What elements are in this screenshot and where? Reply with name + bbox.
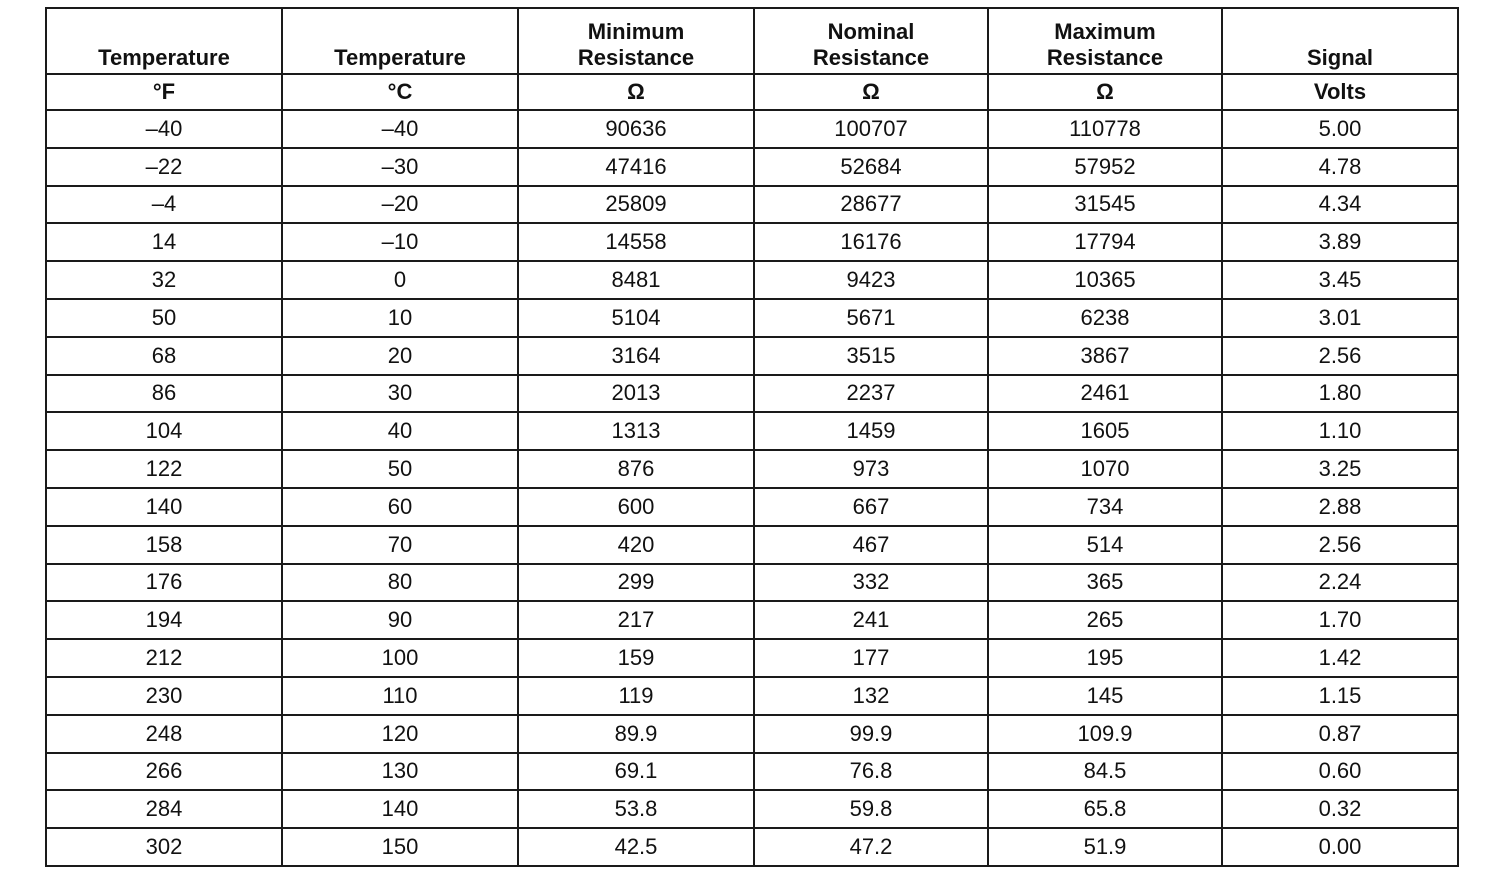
cell-temperature-c: 60 (282, 488, 518, 526)
cell-signal-volts: 0.87 (1222, 715, 1458, 753)
cell-min-resistance: 47416 (518, 148, 754, 186)
column-header-label: Resistance (812, 45, 930, 70)
cell-min-resistance: 3164 (518, 337, 754, 375)
table-row (46, 110, 1458, 148)
column-header-label: Minimum (587, 19, 685, 44)
cell-temperature-f: 50 (46, 299, 282, 337)
column-header-temperature-c (282, 8, 518, 74)
cell-nominal-resistance: 177 (754, 639, 988, 677)
cell-signal-volts: 2.56 (1222, 526, 1458, 564)
cell-temperature-f: 14 (46, 223, 282, 261)
column-unit-temperature-f: °F (46, 74, 282, 110)
cell-temperature-c: 30 (282, 375, 518, 413)
cell-max-resistance: 265 (988, 601, 1222, 639)
cell-min-resistance: 14558 (518, 223, 754, 261)
column-header-label: Temperature (98, 45, 230, 70)
sensor-resistance-table (45, 7, 1459, 867)
table-row (46, 488, 1458, 526)
cell-nominal-resistance: 28677 (754, 186, 988, 224)
column-header-label: Nominal (827, 19, 915, 44)
cell-min-resistance: 159 (518, 639, 754, 677)
cell-max-resistance: 6238 (988, 299, 1222, 337)
cell-signal-volts: 1.10 (1222, 412, 1458, 450)
cell-nominal-resistance: 973 (754, 450, 988, 488)
table-body (46, 110, 1458, 866)
table-row (46, 337, 1458, 375)
cell-signal-volts: 1.80 (1222, 375, 1458, 413)
cell-temperature-c: 150 (282, 828, 518, 866)
cell-max-resistance: 1605 (988, 412, 1222, 450)
cell-temperature-c: 80 (282, 564, 518, 602)
cell-nominal-resistance: 1459 (754, 412, 988, 450)
cell-max-resistance: 145 (988, 677, 1222, 715)
column-unit-temperature-c: °C (282, 74, 518, 110)
column-header-label: Signal (1306, 45, 1373, 70)
cell-nominal-resistance: 241 (754, 601, 988, 639)
cell-max-resistance: 734 (988, 488, 1222, 526)
cell-signal-volts: 2.88 (1222, 488, 1458, 526)
cell-max-resistance: 1070 (988, 450, 1222, 488)
cell-nominal-resistance: 52684 (754, 148, 988, 186)
column-unit-signal-volts: Volts (1222, 74, 1458, 110)
cell-temperature-f: 158 (46, 526, 282, 564)
cell-signal-volts: 1.15 (1222, 677, 1458, 715)
cell-temperature-c: 100 (282, 639, 518, 677)
cell-temperature-f: –40 (46, 110, 282, 148)
cell-min-resistance: 42.5 (518, 828, 754, 866)
cell-signal-volts: 0.60 (1222, 753, 1458, 791)
cell-temperature-f: 212 (46, 639, 282, 677)
column-header-nominal-resistance (754, 8, 988, 74)
cell-temperature-c: 110 (282, 677, 518, 715)
cell-temperature-f: 230 (46, 677, 282, 715)
column-header-label: Resistance (1046, 45, 1164, 70)
cell-min-resistance: 217 (518, 601, 754, 639)
table-row (46, 677, 1458, 715)
cell-temperature-c: 40 (282, 412, 518, 450)
cell-temperature-f: 284 (46, 790, 282, 828)
cell-temperature-c: 90 (282, 601, 518, 639)
cell-nominal-resistance: 667 (754, 488, 988, 526)
cell-temperature-f: 32 (46, 261, 282, 299)
table-row (46, 526, 1458, 564)
cell-max-resistance: 51.9 (988, 828, 1222, 866)
column-unit-nominal-resistance: Ω (754, 74, 988, 110)
cell-temperature-f: 176 (46, 564, 282, 602)
cell-max-resistance: 57952 (988, 148, 1222, 186)
cell-temperature-c: 140 (282, 790, 518, 828)
table-row (46, 715, 1458, 753)
cell-max-resistance: 365 (988, 564, 1222, 602)
cell-nominal-resistance: 467 (754, 526, 988, 564)
header-units-row (46, 74, 1458, 110)
cell-temperature-c: 130 (282, 753, 518, 791)
cell-nominal-resistance: 9423 (754, 261, 988, 299)
cell-min-resistance: 1313 (518, 412, 754, 450)
cell-max-resistance: 17794 (988, 223, 1222, 261)
cell-temperature-c: 120 (282, 715, 518, 753)
cell-temperature-c: –20 (282, 186, 518, 224)
cell-min-resistance: 89.9 (518, 715, 754, 753)
cell-min-resistance: 90636 (518, 110, 754, 148)
table-row (46, 412, 1458, 450)
cell-max-resistance: 65.8 (988, 790, 1222, 828)
cell-nominal-resistance: 2237 (754, 375, 988, 413)
cell-min-resistance: 8481 (518, 261, 754, 299)
cell-signal-volts: 2.24 (1222, 564, 1458, 602)
cell-temperature-c: 0 (282, 261, 518, 299)
table-row (46, 186, 1458, 224)
cell-temperature-f: 86 (46, 375, 282, 413)
cell-temperature-f: 194 (46, 601, 282, 639)
table-header (46, 8, 1458, 110)
cell-temperature-f: 302 (46, 828, 282, 866)
cell-signal-volts: 1.70 (1222, 601, 1458, 639)
header-names-row (46, 8, 1458, 74)
cell-nominal-resistance: 332 (754, 564, 988, 602)
cell-nominal-resistance: 16176 (754, 223, 988, 261)
cell-nominal-resistance: 5671 (754, 299, 988, 337)
table-row (46, 261, 1458, 299)
cell-temperature-f: –4 (46, 186, 282, 224)
column-header-min-resistance (518, 8, 754, 74)
cell-min-resistance: 600 (518, 488, 754, 526)
cell-max-resistance: 10365 (988, 261, 1222, 299)
cell-temperature-c: 20 (282, 337, 518, 375)
table-row (46, 223, 1458, 261)
cell-nominal-resistance: 59.8 (754, 790, 988, 828)
cell-min-resistance: 5104 (518, 299, 754, 337)
column-header-label: Maximum (1054, 19, 1156, 44)
cell-temperature-f: 266 (46, 753, 282, 791)
cell-nominal-resistance: 47.2 (754, 828, 988, 866)
cell-max-resistance: 514 (988, 526, 1222, 564)
cell-signal-volts: 1.42 (1222, 639, 1458, 677)
cell-signal-volts: 3.45 (1222, 261, 1458, 299)
column-unit-max-resistance: Ω (988, 74, 1222, 110)
cell-temperature-c: –40 (282, 110, 518, 148)
cell-max-resistance: 195 (988, 639, 1222, 677)
cell-signal-volts: 0.32 (1222, 790, 1458, 828)
table-row (46, 790, 1458, 828)
table-row (46, 601, 1458, 639)
cell-signal-volts: 3.89 (1222, 223, 1458, 261)
cell-temperature-c: –30 (282, 148, 518, 186)
cell-temperature-c: 70 (282, 526, 518, 564)
cell-temperature-f: 68 (46, 337, 282, 375)
cell-max-resistance: 31545 (988, 186, 1222, 224)
column-header-max-resistance (988, 8, 1222, 74)
cell-temperature-c: 50 (282, 450, 518, 488)
cell-nominal-resistance: 3515 (754, 337, 988, 375)
table-row (46, 639, 1458, 677)
cell-temperature-f: 104 (46, 412, 282, 450)
table-row (46, 148, 1458, 186)
cell-signal-volts: 4.34 (1222, 186, 1458, 224)
cell-max-resistance: 2461 (988, 375, 1222, 413)
cell-temperature-f: 248 (46, 715, 282, 753)
cell-signal-volts: 5.00 (1222, 110, 1458, 148)
cell-nominal-resistance: 99.9 (754, 715, 988, 753)
cell-temperature-c: 10 (282, 299, 518, 337)
cell-min-resistance: 2013 (518, 375, 754, 413)
cell-max-resistance: 84.5 (988, 753, 1222, 791)
cell-signal-volts: 4.78 (1222, 148, 1458, 186)
cell-temperature-f: 122 (46, 450, 282, 488)
cell-min-resistance: 420 (518, 526, 754, 564)
cell-min-resistance: 299 (518, 564, 754, 602)
cell-max-resistance: 110778 (988, 110, 1222, 148)
cell-min-resistance: 119 (518, 677, 754, 715)
table-row (46, 450, 1458, 488)
table-row (46, 564, 1458, 602)
cell-signal-volts: 3.25 (1222, 450, 1458, 488)
cell-min-resistance: 25809 (518, 186, 754, 224)
column-header-signal-volts (1222, 8, 1458, 74)
cell-signal-volts: 3.01 (1222, 299, 1458, 337)
cell-temperature-f: –22 (46, 148, 282, 186)
cell-min-resistance: 876 (518, 450, 754, 488)
cell-max-resistance: 109.9 (988, 715, 1222, 753)
cell-signal-volts: 0.00 (1222, 828, 1458, 866)
cell-min-resistance: 69.1 (518, 753, 754, 791)
table-row (46, 299, 1458, 337)
cell-min-resistance: 53.8 (518, 790, 754, 828)
table-row (46, 375, 1458, 413)
cell-temperature-f: 140 (46, 488, 282, 526)
cell-nominal-resistance: 76.8 (754, 753, 988, 791)
table-row (46, 753, 1458, 791)
cell-temperature-c: –10 (282, 223, 518, 261)
cell-nominal-resistance: 100707 (754, 110, 988, 148)
table-row (46, 828, 1458, 866)
cell-signal-volts: 2.56 (1222, 337, 1458, 375)
cell-nominal-resistance: 132 (754, 677, 988, 715)
column-unit-min-resistance: Ω (518, 74, 754, 110)
column-header-temperature-f (46, 8, 282, 74)
column-header-label: Resistance (577, 45, 695, 70)
cell-max-resistance: 3867 (988, 337, 1222, 375)
column-header-label: Temperature (334, 45, 466, 70)
